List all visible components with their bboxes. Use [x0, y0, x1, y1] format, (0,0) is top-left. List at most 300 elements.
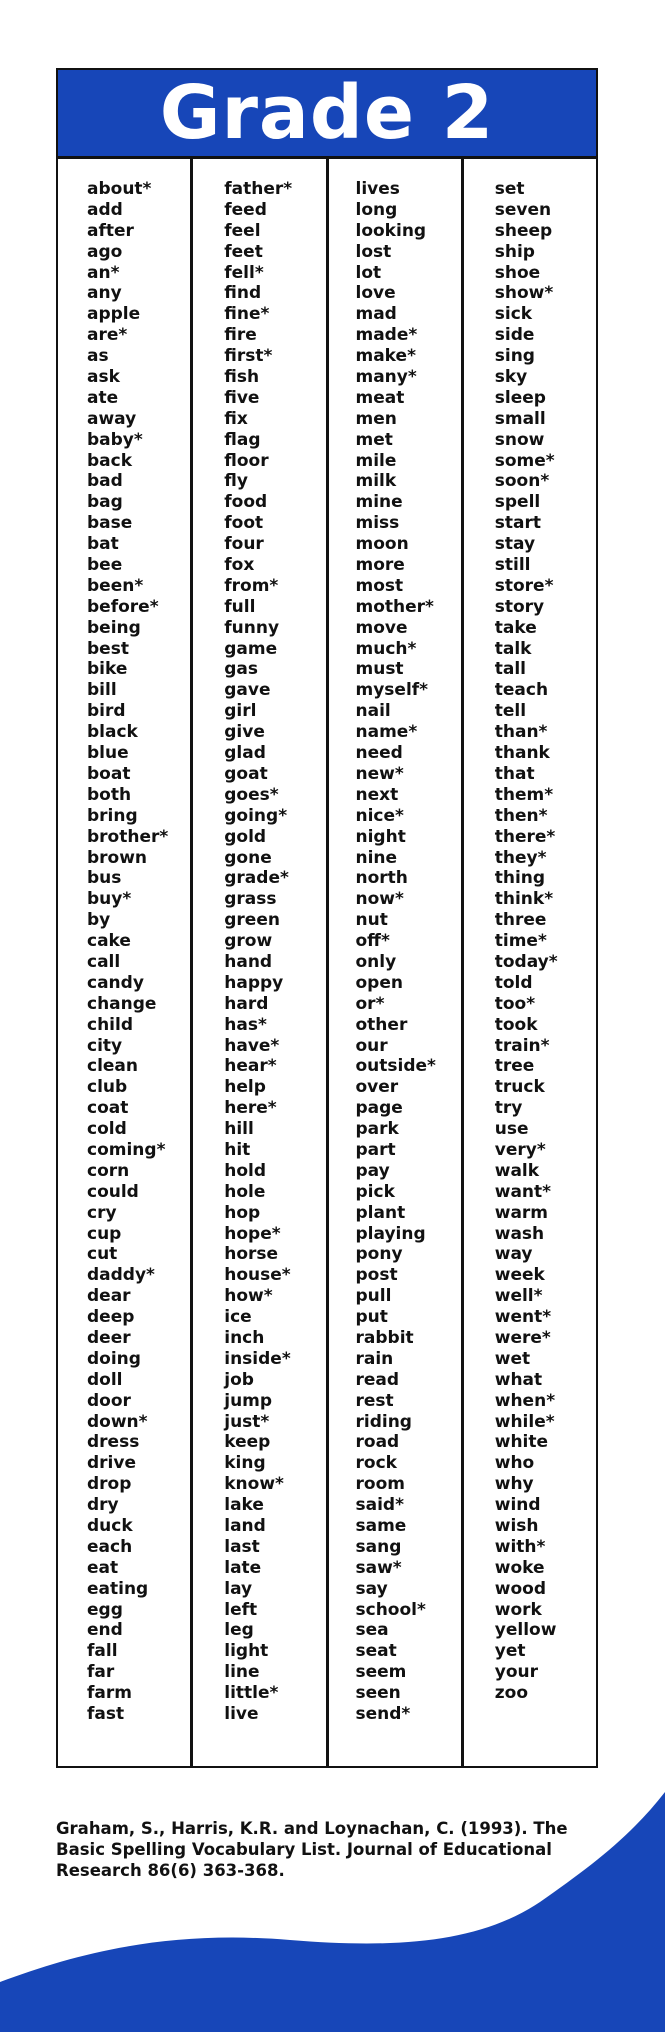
word-item: deer — [87, 1327, 131, 1348]
word-item: wet — [494, 1348, 531, 1369]
word-item: bag — [87, 492, 123, 513]
decorative-wave — [0, 1782, 665, 2032]
word-item: ice — [224, 1307, 252, 1328]
word-item: way — [494, 1244, 533, 1265]
word-item: how* — [224, 1286, 273, 1307]
word-item: much* — [355, 638, 417, 659]
word-item: bird — [87, 701, 126, 722]
word-item: funny — [224, 617, 280, 638]
word-item: grade* — [224, 868, 289, 889]
word-item: cup — [87, 1223, 122, 1244]
word-item: give — [224, 722, 265, 743]
word-item: page — [355, 1098, 403, 1119]
word-item: very* — [494, 1139, 546, 1160]
word-item: say — [355, 1578, 388, 1599]
word-item: city — [87, 1035, 123, 1056]
word-item: ship — [494, 241, 535, 262]
word-item: when* — [494, 1390, 556, 1411]
word-item: has* — [224, 1014, 267, 1035]
word-item: men — [355, 408, 397, 429]
word-item: room — [355, 1474, 405, 1495]
word-item: fix — [224, 408, 248, 429]
word-item: them* — [494, 784, 554, 805]
word-item: blue — [87, 743, 129, 764]
word-item: line — [224, 1662, 260, 1683]
word-item: nail — [355, 701, 391, 722]
word-item: truck — [494, 1077, 545, 1098]
word-item: well* — [494, 1286, 543, 1307]
word-item: most — [355, 575, 404, 596]
word-item: bring — [87, 805, 138, 826]
word-item: full — [224, 596, 256, 617]
word-item: after — [87, 220, 134, 241]
word-item: put — [355, 1307, 388, 1328]
word-item: mile — [355, 450, 397, 471]
word-item: buy* — [87, 889, 132, 910]
word-item: doll — [87, 1369, 123, 1390]
word-item: met — [355, 429, 393, 450]
word-item: made* — [355, 325, 418, 346]
word-item: looking — [355, 220, 427, 241]
word-item: cut — [87, 1244, 118, 1265]
word-item: mad — [355, 304, 397, 325]
word-item: some* — [494, 450, 555, 471]
word-item: before* — [87, 596, 159, 617]
word-item: grow — [224, 931, 273, 952]
word-item: deep — [87, 1307, 135, 1328]
word-item: first* — [224, 346, 273, 367]
word-item: milk — [355, 471, 397, 492]
word-column-1 — [58, 159, 193, 1766]
word-item: send* — [355, 1704, 411, 1725]
word-item: eating — [87, 1578, 149, 1599]
word-item: snow — [494, 429, 545, 450]
word-item: road — [355, 1432, 400, 1453]
word-item: eat — [87, 1557, 119, 1578]
word-item: fly — [224, 471, 248, 492]
word-item: lives — [355, 179, 400, 199]
word-item: late — [224, 1557, 262, 1578]
word-item: mine — [355, 492, 403, 513]
word-item: set — [494, 179, 525, 199]
word-item: an* — [87, 262, 120, 283]
word-item: white — [494, 1432, 549, 1453]
word-item: now* — [355, 889, 404, 910]
word-item: horse — [224, 1244, 279, 1265]
word-item: sky — [494, 367, 528, 388]
word-item: wind — [494, 1495, 541, 1516]
word-item: club — [87, 1077, 128, 1098]
word-item: lay — [224, 1578, 253, 1599]
word-item: make* — [355, 346, 416, 367]
word-item: floor — [224, 450, 269, 471]
word-item: there* — [494, 826, 556, 847]
word-item: drive — [87, 1453, 136, 1474]
word-item: need — [355, 743, 403, 764]
word-item: any — [87, 283, 122, 304]
word-item: glad — [224, 743, 266, 764]
word-item: have* — [224, 1035, 280, 1056]
word-item: left — [224, 1599, 258, 1620]
word-column-3 — [329, 159, 464, 1766]
word-item: baby* — [87, 429, 143, 450]
word-item: pony — [355, 1244, 403, 1265]
word-item: far — [87, 1662, 115, 1683]
word-item: lost — [355, 241, 392, 262]
word-item: about* — [87, 179, 152, 199]
word-item: same — [355, 1516, 407, 1536]
word-item: each — [87, 1536, 133, 1557]
word-item: night — [355, 826, 406, 847]
word-list-card — [56, 68, 598, 1768]
word-item: game — [224, 638, 278, 659]
word-item: bill — [87, 680, 117, 701]
word-item: jump — [224, 1390, 273, 1411]
word-item: or* — [355, 993, 385, 1014]
word-item: goat — [224, 763, 268, 784]
word-item: away — [87, 408, 137, 429]
word-item: that — [494, 763, 535, 784]
word-item: saw* — [355, 1557, 402, 1578]
word-item: king — [224, 1453, 266, 1474]
word-item: keep — [224, 1432, 271, 1453]
word-item: warm — [494, 1202, 549, 1223]
word-item: said* — [355, 1495, 404, 1516]
word-item: gave — [224, 680, 271, 701]
word-item: went* — [494, 1307, 552, 1328]
word-item: woke — [494, 1557, 545, 1578]
word-item: store* — [494, 575, 554, 596]
word-item: ask — [87, 367, 120, 388]
word-item: gone — [224, 847, 272, 868]
word-item: teach — [494, 680, 549, 701]
word-item: side — [494, 325, 535, 346]
word-item: fire — [224, 325, 257, 346]
word-item: call — [87, 951, 121, 972]
word-item: story — [494, 596, 545, 617]
word-item: job — [224, 1369, 254, 1390]
word-item: tell — [494, 701, 527, 722]
word-item: start — [494, 513, 541, 534]
word-item: add — [87, 199, 123, 220]
word-item: hear* — [224, 1056, 277, 1077]
word-item: gold — [224, 826, 267, 847]
word-item: soon* — [494, 471, 550, 492]
word-item: here* — [224, 1098, 277, 1119]
word-item: show* — [494, 283, 554, 304]
word-item: were* — [494, 1327, 551, 1348]
word-item: meat — [355, 387, 405, 408]
word-item: seem — [355, 1662, 407, 1683]
word-item: only — [355, 951, 397, 972]
word-item: cry — [87, 1202, 117, 1223]
word-item: ago — [87, 241, 123, 262]
word-item: week — [494, 1265, 545, 1286]
word-item: bad — [87, 471, 123, 492]
word-item: took — [494, 1014, 538, 1035]
word-item: cake — [87, 931, 131, 952]
word-item: new* — [355, 763, 404, 784]
word-item: foot — [224, 513, 264, 534]
title-banner — [58, 70, 596, 159]
word-item: next — [355, 784, 399, 805]
word-item: zoo — [494, 1683, 529, 1704]
word-item: flag — [224, 429, 261, 450]
word-item: grass — [224, 889, 277, 910]
word-item: work — [494, 1599, 542, 1620]
word-item: mother* — [355, 596, 434, 617]
word-item: bee — [87, 555, 123, 576]
word-item: from* — [224, 575, 279, 596]
word-item: last — [224, 1536, 260, 1557]
word-item: wish — [494, 1516, 539, 1536]
word-item: daddy* — [87, 1265, 155, 1286]
word-item: girl — [224, 701, 257, 722]
word-item: find — [224, 283, 262, 304]
word-item: pick — [355, 1181, 395, 1202]
word-item: hard — [224, 993, 269, 1014]
word-item: today* — [494, 951, 558, 972]
word-item: coat — [87, 1098, 129, 1119]
word-item: over — [355, 1077, 399, 1098]
word-item: myself* — [355, 680, 429, 701]
word-item: inside* — [224, 1348, 291, 1369]
word-item: fast — [87, 1704, 125, 1725]
word-item: change — [87, 993, 157, 1014]
word-item: could — [87, 1181, 139, 1202]
word-item: thank — [494, 743, 550, 764]
word-item: happy — [224, 972, 284, 993]
word-item: time* — [494, 931, 547, 952]
word-item: told — [494, 972, 533, 993]
word-item: hand — [224, 951, 273, 972]
word-item: help — [224, 1077, 266, 1098]
word-column-4 — [464, 159, 596, 1766]
word-item: rabbit — [355, 1327, 414, 1348]
word-item: hope* — [224, 1223, 281, 1244]
word-item: too* — [494, 993, 536, 1014]
word-item: going* — [224, 805, 288, 826]
word-item: who — [494, 1453, 535, 1474]
word-item: sea — [355, 1620, 389, 1641]
word-item: sick — [494, 304, 533, 325]
word-item: feel — [224, 220, 261, 241]
word-item: with* — [494, 1536, 546, 1557]
word-item: both — [87, 784, 132, 805]
word-item: open — [355, 972, 403, 993]
word-item: they* — [494, 847, 547, 868]
word-item: brother* — [87, 826, 169, 847]
word-item: corn — [87, 1160, 130, 1181]
word-item: hit — [224, 1139, 251, 1160]
word-item: moon — [355, 534, 409, 555]
word-item: talk — [494, 638, 532, 659]
word-item: still — [494, 555, 531, 576]
word-item: leg — [224, 1620, 254, 1641]
word-item: sleep — [494, 387, 546, 408]
word-item: take — [494, 617, 537, 638]
word-item: bike — [87, 659, 128, 680]
word-item: many* — [355, 367, 417, 388]
word-item: park — [355, 1119, 399, 1140]
word-item: playing — [355, 1223, 426, 1244]
word-item: hold — [224, 1160, 267, 1181]
word-item: as — [87, 346, 109, 367]
word-item: long — [355, 199, 398, 220]
word-item: pull — [355, 1286, 392, 1307]
word-item: light — [224, 1641, 269, 1662]
word-item: school* — [355, 1599, 426, 1620]
word-item: house* — [224, 1265, 291, 1286]
word-item: gas — [224, 659, 259, 680]
word-item: yellow — [494, 1620, 557, 1641]
word-item: walk — [494, 1160, 540, 1181]
word-item: are* — [87, 325, 128, 346]
word-item: stay — [494, 534, 536, 555]
word-item: door — [87, 1390, 131, 1411]
word-item: spell — [494, 492, 541, 513]
word-item: tall — [494, 659, 527, 680]
word-item: sing — [494, 346, 535, 367]
word-item: lake — [224, 1495, 264, 1516]
word-item: sang — [355, 1536, 402, 1557]
word-item: miss — [355, 513, 400, 534]
word-item: use — [494, 1119, 529, 1140]
word-item: must — [355, 659, 404, 680]
word-item: more — [355, 555, 405, 576]
word-item: lot — [355, 262, 382, 283]
word-item: north — [355, 868, 408, 889]
word-item: duck — [87, 1516, 133, 1536]
word-item: off* — [355, 931, 390, 952]
citation-text: Graham, S., Harris, K.R. and Loynachan, C. (1993). The Basic Spelling Vocabulary List. Journal of Educational Research 86(6) 363-368. — [56, 1819, 568, 1880]
word-item: end — [87, 1620, 123, 1641]
word-item: read — [355, 1369, 400, 1390]
word-item: drop — [87, 1474, 132, 1495]
word-item: apple — [87, 304, 141, 325]
word-item: dear — [87, 1286, 131, 1307]
word-item: feed — [224, 199, 267, 220]
word-item: move — [355, 617, 408, 638]
word-item: bat — [87, 534, 119, 555]
word-item: land — [224, 1516, 266, 1536]
word-item: sheep — [494, 220, 553, 241]
word-item: down* — [87, 1411, 148, 1432]
word-item: three — [494, 910, 547, 931]
word-item: four — [224, 534, 264, 555]
word-item: wood — [494, 1578, 546, 1599]
word-item: wash — [494, 1223, 545, 1244]
word-item: thing — [494, 868, 546, 889]
word-item: hop — [224, 1202, 261, 1223]
word-item: inch — [224, 1327, 265, 1348]
word-item: brown — [87, 847, 148, 868]
word-item: know* — [224, 1474, 284, 1495]
word-item: candy — [87, 972, 144, 993]
word-item: fine* — [224, 304, 270, 325]
word-item: nice* — [355, 805, 404, 826]
word-item: post — [355, 1265, 398, 1286]
word-item: fish — [224, 367, 260, 388]
word-item: rest — [355, 1390, 394, 1411]
word-item: egg — [87, 1599, 123, 1620]
word-item: while* — [494, 1411, 555, 1432]
word-item: base — [87, 513, 133, 534]
word-columns — [58, 159, 596, 1766]
word-item: farm — [87, 1683, 132, 1704]
word-item: five — [224, 387, 260, 408]
word-item: best — [87, 638, 129, 659]
word-item: dress — [87, 1432, 140, 1453]
word-item: plant — [355, 1202, 406, 1223]
word-item: black — [87, 722, 138, 743]
word-item: name* — [355, 722, 418, 743]
word-item: nut — [355, 910, 388, 931]
word-item: shoe — [494, 262, 541, 283]
word-item: seen — [355, 1683, 401, 1704]
word-item: live — [224, 1704, 259, 1725]
word-item: bus — [87, 868, 122, 889]
word-item: tree — [494, 1056, 535, 1077]
word-item: goes* — [224, 784, 279, 805]
word-item: outside* — [355, 1056, 436, 1077]
word-item: love — [355, 283, 396, 304]
word-item: small — [494, 408, 546, 429]
word-item: being — [87, 617, 141, 638]
word-item: then* — [494, 805, 548, 826]
word-item: than* — [494, 722, 548, 743]
word-item: rain — [355, 1348, 394, 1369]
word-item: back — [87, 450, 133, 471]
word-item: pay — [355, 1160, 390, 1181]
word-item: what — [494, 1369, 543, 1390]
word-item: part — [355, 1139, 396, 1160]
word-item: child — [87, 1014, 134, 1035]
word-item: nine — [355, 847, 398, 868]
word-item: coming* — [87, 1139, 166, 1160]
word-item: rock — [355, 1453, 397, 1474]
word-item: seven — [494, 199, 552, 220]
word-item: your — [494, 1662, 538, 1683]
word-item: fell* — [224, 262, 264, 283]
word-item: want* — [494, 1181, 552, 1202]
word-item: think* — [494, 889, 554, 910]
word-item: little* — [224, 1683, 279, 1704]
word-item: boat — [87, 763, 131, 784]
word-item: clean — [87, 1056, 139, 1077]
page-title: Grade 2 — [159, 70, 495, 156]
word-item: ate — [87, 387, 119, 408]
word-item: fox — [224, 555, 255, 576]
word-item: dry — [87, 1495, 119, 1516]
word-item: yet — [494, 1641, 526, 1662]
word-item: food — [224, 492, 268, 513]
word-item: try — [494, 1098, 523, 1119]
word-item: why — [494, 1474, 534, 1495]
word-item: cold — [87, 1119, 127, 1140]
word-column-2 — [193, 159, 328, 1766]
word-item: seat — [355, 1641, 397, 1662]
word-item: hill — [224, 1119, 254, 1140]
word-item: train* — [494, 1035, 550, 1056]
word-item: green — [224, 910, 280, 931]
word-item: been* — [87, 575, 144, 596]
word-item: our — [355, 1035, 388, 1056]
word-item: riding — [355, 1411, 412, 1432]
word-item: hole — [224, 1181, 266, 1202]
word-item: other — [355, 1014, 408, 1035]
word-item: by — [87, 910, 111, 931]
